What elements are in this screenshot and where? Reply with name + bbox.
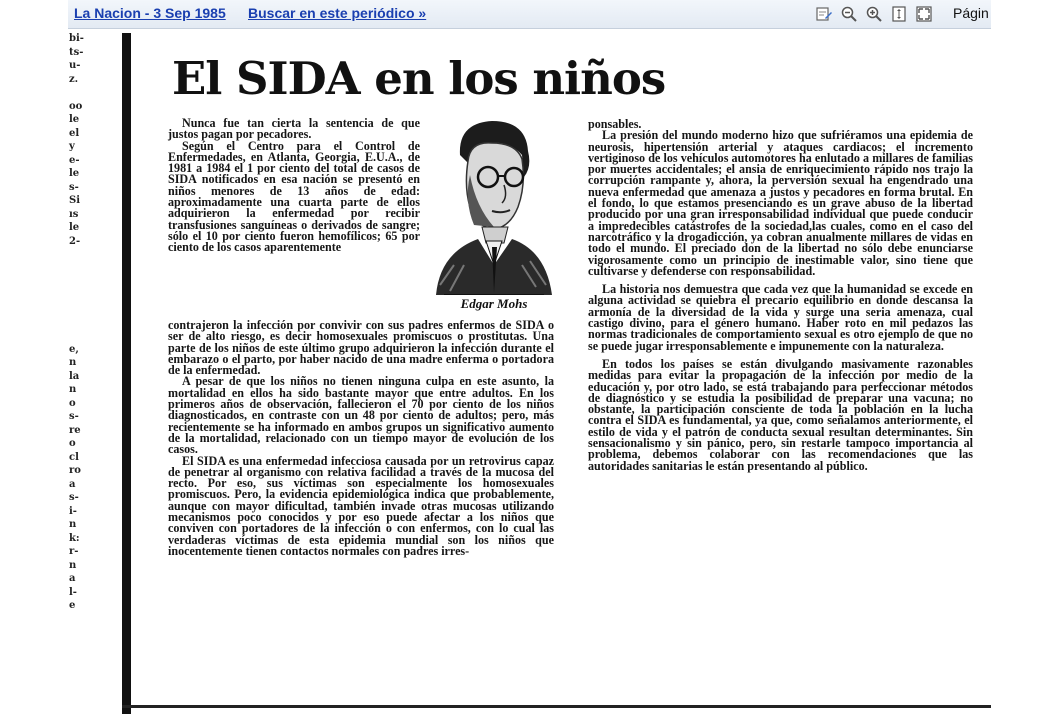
adjacent-column-fragment: y (69, 141, 75, 152)
adjacent-column-fragment: u- (69, 60, 81, 71)
column-rule (122, 33, 131, 714)
adjacent-column-fragment: la (69, 370, 80, 382)
adjacent-column-fragment: e- (69, 154, 80, 166)
adjacent-column-fragment: l- (69, 586, 77, 598)
zoom-out-icon[interactable] (839, 4, 859, 24)
article-paragraph: ponsables. (588, 117, 642, 131)
adjacent-column-fragment: n (69, 357, 77, 368)
adjacent-column-fragment: Si (69, 195, 81, 206)
adjacent-column-fragment: s- (69, 181, 79, 193)
adjacent-column-fragment: 2- (69, 235, 81, 247)
adjacent-column-fragment: o (69, 397, 76, 409)
adjacent-column-fragment: r- (69, 546, 79, 557)
zoom-in-icon[interactable] (864, 4, 884, 24)
author-byline: Edgar Mohs (444, 294, 544, 312)
adjacent-column-fragment: el (69, 127, 80, 139)
article-column-1-continued (168, 320, 554, 557)
author-portrait (430, 115, 555, 295)
adjacent-column-fragment: oo (69, 100, 83, 112)
newspaper-scan[interactable] (68, 29, 991, 714)
article-paragraph: Según el Centro para el Control de Enfermedades, en Atlanta, Georgia, E.U.A., de 1981 a 1984 el 1 por ciento del total de casos de SIDA notificados en esa nación se presentó en niños menores de 13 años de edad: aproximadamente una cuarta parte de ellos adquirieron la enfermedad por recibir transfusiones sanguíneas o derivados de sangre; sólo el 10 por ciento fueron hemofílicos; 65 por ciento de los casos aparentemente (168, 138, 420, 255)
adjacent-column-fragment: le (69, 222, 80, 233)
adjacent-column-fragment: a (69, 573, 76, 584)
fit-page-icon[interactable] (889, 4, 909, 24)
article-column-1 (168, 118, 420, 254)
article-column-2 (588, 119, 973, 479)
publication-link[interactable]: La Nacion - 3 Sep 1985 (74, 5, 226, 21)
adjacent-column-fragment: le (69, 114, 80, 125)
article-paragraph: contrajeron la infección por convivir con sus padres enfermos de SIDA o ser de alto riesgo, es decir homosexuales promiscuos o prostitutas. Una parte de los niños de este último grupo adquirieron la infección durante el embarazo o el parto, por haber nacido de una madre enferma o portadora de la enfermedad. (168, 318, 554, 378)
adjacent-column-fragment: re (69, 424, 81, 436)
viewer-toolbar (68, 0, 991, 29)
viewer-controls (814, 4, 934, 24)
article-paragraph: En todos los países se están divulgando masivamente razonables medidas para evitar la propagación de la infección por medio de la educación y, por otro lado, se está trabajando para perfeccionar métodos de diagnóstico y se estudia la posibilidad de preparar una vacuna; no obstante, la participación consciente de toda la población en la lucha contra el SIDA es fundamental, ya que, como señalamos anteriormente, el estilo de vida y el patrón de conducta sexual resultan determinantes. Sin sensacionalismo y sin pánico, pero, sin restarle tampoco importancia al problema, debemos colaborar con las recomendaciones que las autoridades sanitarias le están presentando al público. (588, 356, 973, 473)
adjacent-column-fragment: o (69, 438, 76, 449)
fullscreen-icon[interactable] (914, 4, 934, 24)
adjacent-column-fragment: cl (69, 451, 79, 463)
article-paragraph: A pesar de que los niños no tienen ninguna culpa en este asunto, la mortalidad en ellos ha sido bastante mayor que entre adultos. En los primeros años de observación, fallecieron el 70 por ciento de los niños diagnosticados, en contraste con un 48 por ciento de adultos; pero, más recientemente se ha informado en ambos grupos un significativo aumento de la mortalidad, relacionado con un tiempo mayor de evolución de los casos. (168, 374, 554, 457)
edit-note-icon[interactable] (814, 4, 834, 24)
bottom-rule (122, 705, 991, 708)
adjacent-column-fragment: e, (69, 343, 79, 355)
adjacent-column-fragment: le (69, 168, 80, 179)
adjacent-column-fragment: n (69, 519, 77, 530)
adjacent-column-fragment: k: (69, 532, 80, 544)
adjacent-column-fragment: ts- (69, 46, 84, 58)
adjacent-column-fragment: s- (69, 492, 79, 503)
adjacent-column-fragment: e (69, 600, 76, 611)
adjacent-column-fragment: n (69, 384, 77, 395)
article-paragraph: Nunca fue tan cierta la sentencia de que justos pagan por pecadores. (168, 116, 420, 142)
adjacent-column-fragment: bi- (69, 33, 84, 44)
article-headline: El SIDA en los niños (172, 52, 666, 105)
adjacent-column-fragment: a (69, 478, 76, 490)
page-label: Págin (953, 5, 989, 21)
adjacent-column-strip (68, 29, 82, 714)
adjacent-column-fragment: i- (69, 505, 77, 517)
adjacent-column-fragment: n (69, 559, 77, 571)
adjacent-column-fragment: s- (69, 411, 79, 422)
adjacent-column-fragment: ıs (69, 208, 79, 220)
search-newspaper-link[interactable]: Buscar en este periódico » (248, 5, 427, 21)
article-paragraph: La historia nos demuestra que cada vez que la humanidad se excede en alguna actividad se quiebra el precario equilibrio en donde descansa la armonía de la diversidad de la vida y surge una seria amenaza, cual castigo divino, para el género humano. Haber roto en mil pedazos las normas tradicionales de comportamiento sexual es otro ejemplo de que no se puede jugar irresponsablemente e impunemente con la naturaleza. (588, 282, 973, 353)
article-paragraph: El SIDA es una enfermedad infecciosa causada por un retrovirus capaz de penetrar al organismo con relativa facilidad a través de la mucosa del recto. Por eso, sus víctimas son especialmente los homosexuales promiscuos. Pero, la evidencia epidemiológica indica que probablemente, aunque con mayor dificultad, también invade otras mucosas utilizando mecanismos poco conocidos y por eso puede afectar a los niños que conviven con portadores de la infección o con enfermos, con lo cual las verdaderas víctimas de esta epidemia mundial son los niños que inocentemente tienen contactos normales con padres irres- (168, 453, 554, 558)
article-paragraph: La presión del mundo moderno hizo que sufriéramos una epidemia de neurosis, hipertensión arterial y ataques cardiacos; el incremento vertiginoso de los vehículos automotores ha enlutado a millares de familias por muertes accidentales; el ansia de enriquecimiento rápido nos trajo la corrupción rampante y, ahora, la perversión sexual ha engendrado una nueva enfermedad que amenaza a justos y pecadores en forma brutal. En el fondo, lo que estamos presenciando es un grave abuso de la libertad producido por una gran irresponsabilidad individual que puede conducir a impredecibles catástrofes de la sociedad,las cuales, como en el caso del narcotráfico y la drogadicción, ya cobran anualmente millares de vidas en todo el mundo. El preciado don de la libertad no sólo debe enunciarse vigorosamente como un principio de inestimable valor, sino tiene que cultivarse y defenderse con responsabilidad. (588, 128, 973, 278)
adjacent-column-fragment: ro (69, 465, 81, 476)
adjacent-column-fragment: z. (69, 73, 79, 85)
